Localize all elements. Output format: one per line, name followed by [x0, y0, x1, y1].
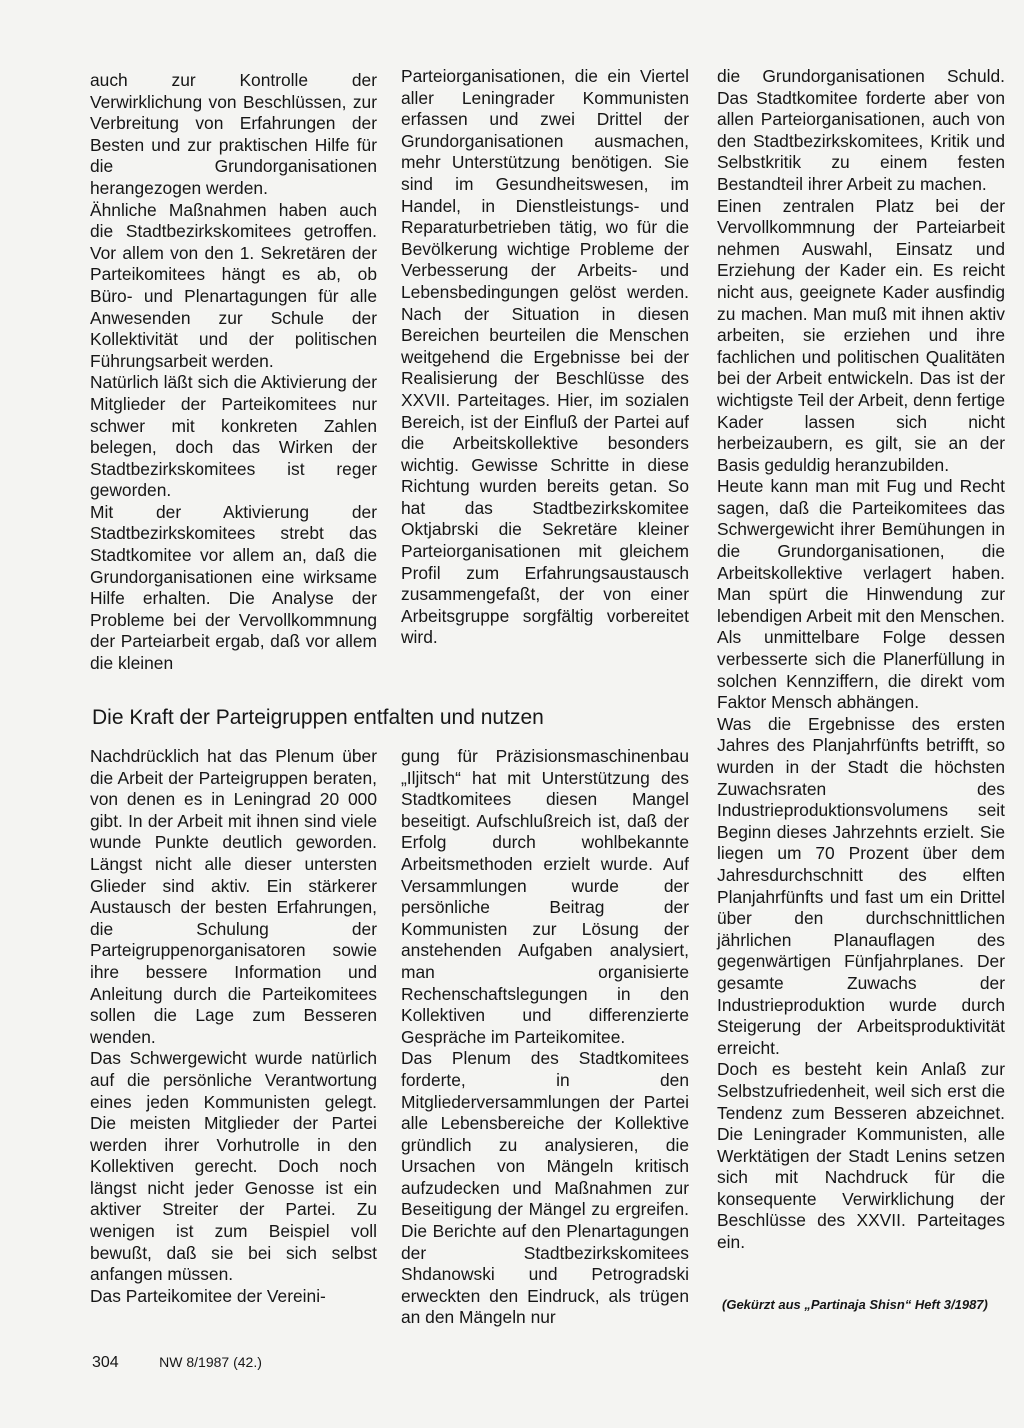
- paragraph: Mit der Aktivierung der Stadtbezirkskomitees strebt das Stadtkomitee vor allem an, daß die Grundorganisationen eine wirksame Hilfe erhalten. Die Analyse der Probleme bei der Vervollkommnung der Parteiarbeit ergab, daß vor allem die kleinen: [90, 501, 377, 674]
- page-number: 304: [92, 1354, 119, 1371]
- paragraph: gung für Präzisionsmaschinenbau „Iljitsch“ hat mit Unterstützung des Stadtkomitees diesen Mangel beseitigt. Aufschlußreich ist, daß der Erfolg durch wohlbekannte Arbeitsmethoden erzielt wurde. Auf Versammlungen wurde der persönliche Beitrag der Kommunisten zur Lösung der anstehenden Aufgaben analysiert, man organisierte Rechenschaftslegungen in den Kollektiven und differenzierte Gespräche im Parteikomitee.: [401, 746, 689, 1047]
- paragraph: Das Parteikomitee der Vereini-: [90, 1285, 326, 1306]
- edition-label: NW 8/1987 (42.): [159, 1354, 262, 1370]
- column-1-top: [90, 70, 377, 675]
- column-3: [717, 66, 1005, 1254]
- paragraph: Einen zentralen Platz bei der Vervollkommnung der Parteiarbeit nehmen Auswahl, Einsatz und Erziehung der Kader ein. Es reicht nicht aus, geeignete Kader ausfindig zu machen. Man muß mit ihnen aktiv arbeiten, sie erziehen und ihre fachlichen und politischen Qualitäten bei der Arbeit entwickeln. Das ist der wichtigste Teil der Arbeit, denn fertige Kader lassen sich nicht herbeizaubern, es gilt, sie an der Basis geduldig heranzubilden.: [717, 195, 1005, 475]
- paragraph: Doch es besteht kein Anlaß zur Selbstzufriedenheit, weil sich erst die Tendenz zum Besseren abzeichnet. Die Leningrader Kommunisten, alle Werktätigen der Stadt Lenins setzen sich mit Nachdruck für die konsequente Verwirklichung der Beschlüsse des XXVII. Parteitages ein.: [717, 1059, 1005, 1253]
- paragraph: auch zur Kontrolle der Verwirklichung von Beschlüssen, zur Verbreitung von Erfahrungen der Besten und zur praktischen Hilfe für die Grundorganisationen herangezogen werden.: [90, 70, 377, 198]
- paragraph: Heute kann man mit Fug und Recht sagen, daß die Parteikomitees das Schwergewicht ihrer Bemühungen in die Grundorganisationen, die Arbeitskollektive verlagert haben. Man spürt die Hinwendung zur lebendigen Arbeit mit den Menschen. Als unmittelbare Folge dessen verbesserte sich die Planerfüllung in solchen Kennziffern, die direkt vom Faktor Mensch abhängen.: [717, 476, 1005, 713]
- paragraph: Parteiorganisationen, die ein Viertel aller Leningrader Kommunisten erfassen und zwei Drittel der Grundorganisationen ausmachen, mehr Unterstützung benötigen. Sie sind im Gesundheitswesen, im Handel, in Dienstleistungs- und Reparaturbetrieben tätig, wo für die Bevölkerung wichtige Probleme der Verbesserung der Arbeits- und Lebensbedingungen gelöst werden. Nach der Situation in diesen Bereichen beurteilen die Menschen weitgehend die Ergebnisse bei der Realisierung der Beschlüsse des XXVII. Parteitages. Hier, im sozialen Bereich, ist der Einfluß der Partei auf die Arbeitskollektive besonders wichtig. Gewisse Schritte in diese Richtung wurden bereits getan. So hat das Stadtbezirkskomitee Oktjabrski die Sekretäre kleiner Parteiorganisationen mit gleichem Profil zum Erfahrungsaustausch zusammengefaßt, der von einer Arbeitsgruppe sorgfältig vorbereitet wird.: [401, 66, 689, 648]
- paragraph: Was die Ergebnisse des ersten Jahres des Planjahrfünfts betrifft, so wurden in der Stadt die höchsten Zuwachsraten des Industrieproduktionsvolumens seit Beginn dieses Jahrzehnts erzielt. Sie liegen um 70 Prozent über dem Jahresdurchschnitt des elften Planjahrfünfts und fast um ein Drittel über den durchschnittlichen jährlichen Planauflagen des gegenwärtigen Fünfjahrplanes. Der gesamte Zuwachs der Industrieproduktion wurde durch Steigerung der Arbeitsproduktivität erreicht.: [717, 713, 1005, 1058]
- column-1-bottom: [90, 746, 377, 1307]
- column-2-top: [401, 66, 689, 649]
- paragraph: Nachdrücklich hat das Plenum über die Arbeit der Parteigruppen beraten, von denen es in Leningrad 20 000 gibt. In der Arbeit mit ihnen sind viele wunde Punkte deutlich geworden. Längst nicht alle dieser untersten Glieder sind aktiv. Ein stärkerer Austausch der besten Erfahrungen, die Schulung der Parteigruppenorganisatoren sowie ihre bessere Information und Anleitung durch die Parteikomitees sollen die Lage zum Besseren wenden.: [90, 746, 377, 1047]
- paragraph: Das Schwergewicht wurde natürlich auf die persönliche Verantwortung eines jeden Kommunisten gelegt. Die meisten Mitglieder der Partei werden ihrer Vorhutrolle in den Kollektiven gerecht. Doch noch längst nicht jeder Genosse ist ein aktiver Streiter der Partei. Zu wenigen ist zum Beispiel voll bewußt, daß sie bei sich selbst anfangen müssen.: [90, 1048, 377, 1285]
- paragraph: Das Plenum des Stadtkomitees forderte, in den Mitgliederversammlungen der Partei alle Lebensbereiche der Kollektive gründlich zu analysieren, die Ursachen von Mängeln kritisch aufzudecken und Maßnahmen zur Beseitigung der Mängel zu ergreifen. Die Berichte auf den Plenartagungen der Stadtbezirkskomitees Shdanowski und Petrogradski erweckten den Eindruck, als trügen an den Mängeln nur: [401, 1048, 689, 1328]
- paragraph: Ähnliche Maßnahmen haben auch die Stadtbezirkskomitees getroffen. Vor allem von den 1. Sekretären der Parteikomitees hängt es ab, ob Büro- und Plenartagungen für alle Anwesenden zur Schule der Kollektivität und der politischen Führungsarbeit werden.: [90, 199, 377, 371]
- column-2-bottom: [401, 746, 689, 1329]
- section-heading: Die Kraft der Parteigruppen entfalten und nutzen: [92, 706, 544, 729]
- page-footer: [92, 1352, 262, 1373]
- source-note: (Gekürzt aus „Partinaja Shisn“ Heft 3/1987): [722, 1297, 988, 1312]
- paragraph: Natürlich läßt sich die Aktivierung der Mitglieder der Parteikomitees nur schwer mit konkreten Zahlen belegen, doch das Wirken der Stadtbezirkskomitees ist reger geworden.: [90, 372, 377, 501]
- paragraph: die Grundorganisationen Schuld. Das Stadtkomitee forderte aber von allen Parteiorganisationen, auch von den Stadtbezirkskomitees, Kritik und Selbstkritik zu einem festen Bestandteil ihrer Arbeit zu machen.: [717, 66, 1005, 194]
